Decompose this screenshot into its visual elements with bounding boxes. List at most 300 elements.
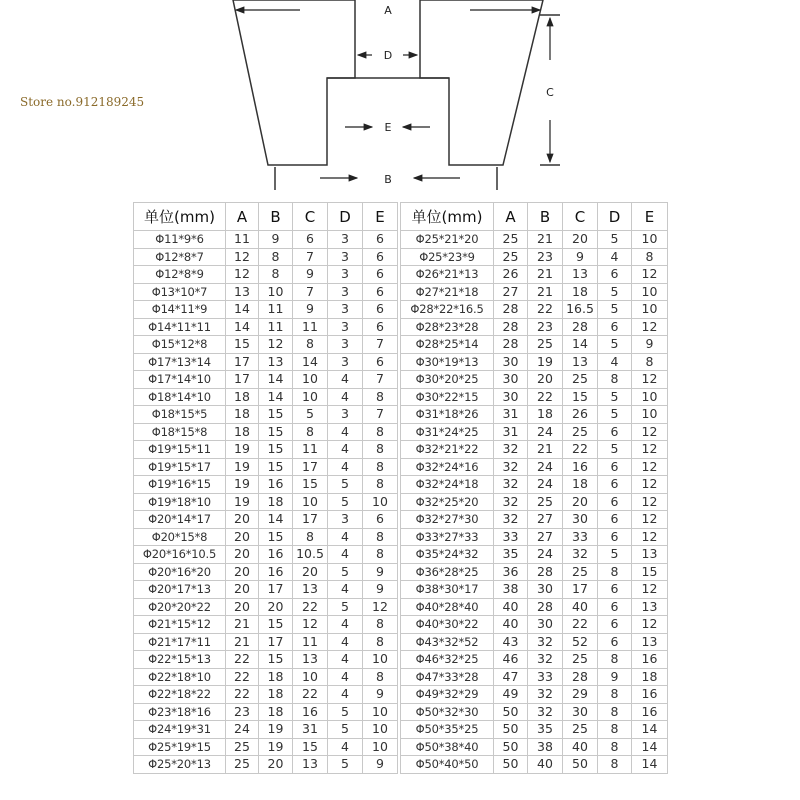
- dimension-cell: 14: [259, 388, 293, 406]
- dimension-cell: 8: [259, 266, 293, 284]
- dimension-cell: 16: [632, 703, 668, 721]
- dimension-cell: 8: [598, 651, 632, 669]
- dimension-cell: 32: [528, 651, 563, 669]
- size-cell: Φ20*16*10.5: [134, 546, 226, 564]
- dimension-cell: 3: [328, 231, 363, 249]
- dimension-cell: 32: [528, 703, 563, 721]
- dimension-cell: 24: [528, 476, 563, 494]
- table-row: [401, 703, 668, 721]
- dimension-cell: 5: [328, 756, 363, 774]
- size-cell: Φ30*19*13: [401, 353, 494, 371]
- table-row: [401, 563, 668, 581]
- dimension-cell: 15: [259, 458, 293, 476]
- dimension-cell: 13: [293, 651, 328, 669]
- table-header-row: [134, 203, 398, 231]
- dimension-cell: 30: [494, 353, 528, 371]
- size-cell: Φ27*21*18: [401, 283, 494, 301]
- dimension-cell: 28: [563, 318, 598, 336]
- table-row: [134, 546, 398, 564]
- dimension-cell: 8: [293, 528, 328, 546]
- table-row: [401, 528, 668, 546]
- table-row: [134, 371, 398, 389]
- dimension-cell: 25: [226, 756, 259, 774]
- dimension-cell: 28: [494, 301, 528, 319]
- size-cell: Φ21*15*12: [134, 616, 226, 634]
- dimension-cell: 20: [226, 546, 259, 564]
- dimension-cell: 43: [494, 633, 528, 651]
- dimension-cell: 22: [226, 686, 259, 704]
- table-row: [134, 476, 398, 494]
- table-row: [134, 301, 398, 319]
- dimension-cell: 10: [632, 388, 668, 406]
- dimension-cell: 12: [293, 616, 328, 634]
- table-row: [401, 231, 668, 249]
- dimension-cell: 13: [259, 353, 293, 371]
- table-row: [134, 458, 398, 476]
- dimension-cell: 6: [363, 511, 398, 529]
- dimension-cell: 50: [494, 721, 528, 739]
- dimension-cell: 13: [632, 598, 668, 616]
- dimension-cell: 4: [328, 633, 363, 651]
- dimension-cell: 5: [328, 721, 363, 739]
- dimension-cell: 20: [563, 493, 598, 511]
- dimension-cell: 10: [632, 406, 668, 424]
- dimension-cell: 3: [328, 266, 363, 284]
- dimension-cell: 19: [226, 476, 259, 494]
- dimension-cell: 40: [494, 616, 528, 634]
- table-row: [134, 406, 398, 424]
- size-cell: Φ22*18*22: [134, 686, 226, 704]
- dimension-cell: 14: [226, 318, 259, 336]
- dimension-cell: 18: [528, 406, 563, 424]
- table-row: [401, 546, 668, 564]
- table-row: [134, 563, 398, 581]
- size-table-right: [400, 202, 668, 774]
- dimension-cell: 6: [598, 423, 632, 441]
- dimension-cell: 20: [259, 756, 293, 774]
- dimension-cell: 12: [259, 336, 293, 354]
- dimension-cell: 17: [293, 458, 328, 476]
- dimension-cell: 4: [598, 353, 632, 371]
- size-cell: Φ32*24*18: [401, 476, 494, 494]
- size-cell: Φ20*20*22: [134, 598, 226, 616]
- dimension-cell: 15: [259, 441, 293, 459]
- size-cell: Φ30*20*25: [401, 371, 494, 389]
- size-cell: Φ20*14*17: [134, 511, 226, 529]
- dimension-cell: 8: [259, 248, 293, 266]
- dimension-cell: 9: [363, 581, 398, 599]
- dimension-cell: 32: [494, 476, 528, 494]
- dimension-cell: 13: [293, 581, 328, 599]
- dimension-cell: 17: [226, 353, 259, 371]
- stopper-outline: [420, 0, 543, 165]
- size-cell: Φ18*15*8: [134, 423, 226, 441]
- dimension-cell: 25: [226, 738, 259, 756]
- dimension-cell: 12: [632, 441, 668, 459]
- dimension-cell: 4: [328, 686, 363, 704]
- dimension-cell: 6: [363, 353, 398, 371]
- table-row: [134, 231, 398, 249]
- dimension-cell: 18: [226, 388, 259, 406]
- dimension-cell: 46: [494, 651, 528, 669]
- size-cell: Φ32*25*20: [401, 493, 494, 511]
- dimension-cell: 17: [563, 581, 598, 599]
- dimension-cell: 16: [259, 476, 293, 494]
- size-cell: Φ14*11*9: [134, 301, 226, 319]
- dimension-cell: 8: [363, 441, 398, 459]
- dimension-cell: 27: [494, 283, 528, 301]
- dimension-cell: 5: [598, 441, 632, 459]
- dimension-cell: 10: [363, 703, 398, 721]
- dimension-cell: 5: [293, 406, 328, 424]
- table-row: [401, 581, 668, 599]
- dimension-cell: 16: [563, 458, 598, 476]
- dimension-cell: 4: [328, 668, 363, 686]
- size-cell: Φ50*32*30: [401, 703, 494, 721]
- table-row: [134, 248, 398, 266]
- size-cell: Φ43*32*52: [401, 633, 494, 651]
- dimension-cell: 32: [494, 493, 528, 511]
- label-b: B: [384, 173, 392, 186]
- size-cell: Φ22*15*13: [134, 651, 226, 669]
- size-cell: Φ23*18*16: [134, 703, 226, 721]
- dimension-cell: 8: [632, 248, 668, 266]
- table-row: [401, 668, 668, 686]
- dimension-cell: 50: [494, 738, 528, 756]
- column-header: B: [259, 203, 293, 231]
- size-cell: Φ11*9*6: [134, 231, 226, 249]
- dimension-cell: 9: [363, 756, 398, 774]
- dimension-cell: 28: [494, 336, 528, 354]
- dimension-cell: 18: [259, 686, 293, 704]
- table-row: [401, 371, 668, 389]
- dimension-cell: 20: [563, 231, 598, 249]
- dimension-cell: 25: [563, 371, 598, 389]
- dimension-cell: 14: [293, 353, 328, 371]
- dimension-cell: 14: [632, 721, 668, 739]
- dimension-cell: 5: [598, 301, 632, 319]
- size-cell: Φ32*24*16: [401, 458, 494, 476]
- dimension-cell: 8: [363, 616, 398, 634]
- dimension-cell: 21: [226, 633, 259, 651]
- dimension-cell: 18: [226, 406, 259, 424]
- dimension-cell: 7: [363, 336, 398, 354]
- dimension-cell: 40: [563, 738, 598, 756]
- table-row: [401, 511, 668, 529]
- dimension-cell: 11: [293, 441, 328, 459]
- dimension-cell: 9: [363, 563, 398, 581]
- size-cell: Φ17*13*14: [134, 353, 226, 371]
- dimension-cell: 10: [259, 283, 293, 301]
- dimension-cell: 12: [632, 371, 668, 389]
- dimension-cell: 32: [528, 633, 563, 651]
- table-row: [134, 511, 398, 529]
- table-row: [401, 336, 668, 354]
- dimension-cell: 6: [363, 266, 398, 284]
- dimension-cell: 3: [328, 318, 363, 336]
- dimension-cell: 7: [363, 406, 398, 424]
- dimension-cell: 5: [328, 563, 363, 581]
- dimension-cell: 10: [632, 301, 668, 319]
- size-cell: Φ19*15*17: [134, 458, 226, 476]
- column-header: 单位(mm): [401, 203, 494, 231]
- size-cell: Φ25*20*13: [134, 756, 226, 774]
- dimension-cell: 16.5: [563, 301, 598, 319]
- dimension-cell: 6: [598, 528, 632, 546]
- column-header: C: [563, 203, 598, 231]
- dimension-cell: 19: [528, 353, 563, 371]
- dimension-cell: 12: [226, 248, 259, 266]
- dimension-cell: 6: [598, 458, 632, 476]
- dimension-cell: 10: [363, 651, 398, 669]
- dimension-cell: 4: [328, 371, 363, 389]
- table-row: [401, 493, 668, 511]
- column-header: A: [226, 203, 259, 231]
- size-cell: Φ18*14*10: [134, 388, 226, 406]
- dimension-cell: 27: [528, 511, 563, 529]
- dimension-cell: 32: [494, 441, 528, 459]
- dimension-cell: 20: [226, 581, 259, 599]
- table-row: [134, 493, 398, 511]
- dimension-cell: 10: [293, 388, 328, 406]
- dimension-cell: 15: [226, 336, 259, 354]
- column-header: D: [598, 203, 632, 231]
- size-cell: Φ20*15*8: [134, 528, 226, 546]
- size-cell: Φ24*19*31: [134, 721, 226, 739]
- dimension-cell: 21: [528, 283, 563, 301]
- table-row: [134, 336, 398, 354]
- table-row: [401, 423, 668, 441]
- dimension-cell: 25: [563, 721, 598, 739]
- dimension-cell: 3: [328, 336, 363, 354]
- dimension-cell: 18: [259, 703, 293, 721]
- store-watermark: Store no.912189245: [20, 95, 145, 109]
- dimension-cell: 4: [598, 248, 632, 266]
- dimension-cell: 30: [528, 616, 563, 634]
- table-row: [134, 528, 398, 546]
- dimension-cell: 8: [598, 686, 632, 704]
- dimension-cell: 9: [293, 301, 328, 319]
- dimension-cell: 22: [528, 388, 563, 406]
- size-cell: Φ15*12*8: [134, 336, 226, 354]
- column-header: 单位(mm): [134, 203, 226, 231]
- dimension-cell: 13: [293, 756, 328, 774]
- size-cell: Φ18*15*5: [134, 406, 226, 424]
- dimension-cell: 8: [363, 633, 398, 651]
- dimension-cell: 8: [598, 703, 632, 721]
- dimension-cell: 8: [598, 563, 632, 581]
- table-row: [401, 686, 668, 704]
- dimension-cell: 10: [363, 493, 398, 511]
- dimension-cell: 5: [598, 388, 632, 406]
- dimension-cell: 4: [328, 423, 363, 441]
- table-row: [134, 633, 398, 651]
- dimension-cell: 8: [363, 528, 398, 546]
- dimension-cell: 35: [494, 546, 528, 564]
- size-cell: Φ31*18*26: [401, 406, 494, 424]
- dimension-cell: 19: [226, 458, 259, 476]
- size-cell: Φ36*28*25: [401, 563, 494, 581]
- dimension-cell: 11: [226, 231, 259, 249]
- dimension-cell: 14: [259, 511, 293, 529]
- table-row: [401, 318, 668, 336]
- size-cell: Φ50*38*40: [401, 738, 494, 756]
- table-row: [401, 651, 668, 669]
- dimension-cell: 12: [632, 476, 668, 494]
- dimension-cell: 3: [328, 248, 363, 266]
- dimension-cell: 6: [293, 231, 328, 249]
- dimension-cell: 23: [528, 248, 563, 266]
- dimension-cell: 17: [226, 371, 259, 389]
- dimension-cell: 10: [293, 493, 328, 511]
- dimension-cell: 8: [363, 668, 398, 686]
- dimension-cell: 6: [363, 231, 398, 249]
- dimension-cell: 11: [259, 318, 293, 336]
- dimension-cell: 30: [528, 581, 563, 599]
- size-cell: Φ40*30*22: [401, 616, 494, 634]
- table-row: [134, 423, 398, 441]
- dimension-cell: 15: [259, 616, 293, 634]
- dimension-cell: 23: [528, 318, 563, 336]
- dimension-cell: 33: [563, 528, 598, 546]
- size-cell: Φ25*23*9: [401, 248, 494, 266]
- dimension-cell: 19: [259, 721, 293, 739]
- dimension-cell: 16: [259, 563, 293, 581]
- table-row: [134, 441, 398, 459]
- dimension-cell: 22: [293, 686, 328, 704]
- dimension-cell: 3: [328, 406, 363, 424]
- dimension-cell: 6: [598, 616, 632, 634]
- dimension-cell: 15: [563, 388, 598, 406]
- dimension-cell: 25: [494, 248, 528, 266]
- dimension-cell: 12: [363, 598, 398, 616]
- table-row: [134, 266, 398, 284]
- table-row: [401, 738, 668, 756]
- dimension-cell: 17: [293, 511, 328, 529]
- dimension-cell: 12: [632, 458, 668, 476]
- size-cell: Φ19*16*15: [134, 476, 226, 494]
- dimension-cell: 11: [259, 301, 293, 319]
- dimension-cell: 9: [563, 248, 598, 266]
- dimension-cell: 40: [563, 598, 598, 616]
- dimension-cell: 50: [563, 756, 598, 774]
- dimension-cell: 13: [563, 353, 598, 371]
- table-row: [401, 406, 668, 424]
- dimension-cell: 14: [632, 738, 668, 756]
- dimension-cell: 12: [226, 266, 259, 284]
- dimension-cell: 10: [293, 668, 328, 686]
- size-cell: Φ14*11*11: [134, 318, 226, 336]
- table-row: [134, 738, 398, 756]
- dimension-cell: 26: [494, 266, 528, 284]
- dimension-cell: 12: [632, 616, 668, 634]
- table-row: [401, 476, 668, 494]
- dimension-cell: 22: [226, 668, 259, 686]
- dimension-cell: 20: [259, 598, 293, 616]
- size-cell: Φ25*21*20: [401, 231, 494, 249]
- dimension-cell: 19: [226, 441, 259, 459]
- dimension-cell: 8: [363, 546, 398, 564]
- table-row: [401, 266, 668, 284]
- dimension-cell: 32: [528, 686, 563, 704]
- dimension-cell: 5: [598, 406, 632, 424]
- table-row: [401, 441, 668, 459]
- dimension-cell: 32: [563, 546, 598, 564]
- dimension-cell: 8: [598, 721, 632, 739]
- stopper-outline: [233, 0, 355, 165]
- dimension-cell: 33: [494, 528, 528, 546]
- dimension-cell: 15: [259, 528, 293, 546]
- dimension-cell: 5: [598, 546, 632, 564]
- size-cell: Φ49*32*29: [401, 686, 494, 704]
- dimension-cell: 20: [226, 598, 259, 616]
- dimension-cell: 52: [563, 633, 598, 651]
- size-cell: Φ28*22*16.5: [401, 301, 494, 319]
- table-row: [134, 703, 398, 721]
- table-row: [134, 721, 398, 739]
- size-cell: Φ40*28*40: [401, 598, 494, 616]
- dimension-cell: 19: [259, 738, 293, 756]
- dimension-cell: 9: [598, 668, 632, 686]
- dimension-cell: 29: [563, 686, 598, 704]
- dimension-cell: 30: [563, 511, 598, 529]
- dimension-cell: 15: [259, 406, 293, 424]
- size-cell: Φ33*27*33: [401, 528, 494, 546]
- table-row: [134, 756, 398, 774]
- table-row: [134, 283, 398, 301]
- dimension-cell: 15: [293, 476, 328, 494]
- table-row: [401, 301, 668, 319]
- dimension-cell: 20: [226, 563, 259, 581]
- dimension-cell: 20: [528, 371, 563, 389]
- size-cell: Φ46*32*25: [401, 651, 494, 669]
- dimension-cell: 4: [328, 528, 363, 546]
- dimension-cell: 18: [259, 493, 293, 511]
- table-row: [401, 633, 668, 651]
- dimension-cell: 3: [328, 283, 363, 301]
- dimension-cell: 28: [563, 668, 598, 686]
- size-cell: Φ38*30*17: [401, 581, 494, 599]
- dimension-cell: 6: [363, 248, 398, 266]
- table-row: [401, 756, 668, 774]
- dimension-cell: 31: [293, 721, 328, 739]
- table-row: [401, 721, 668, 739]
- dimension-cell: 6: [598, 581, 632, 599]
- dimension-cell: 10: [363, 721, 398, 739]
- dimension-cell: 26: [563, 406, 598, 424]
- dimension-cell: 30: [494, 388, 528, 406]
- dimension-cell: 8: [632, 353, 668, 371]
- dimension-cell: 15: [259, 423, 293, 441]
- dimension-cell: 3: [328, 511, 363, 529]
- dimension-cell: 11: [293, 318, 328, 336]
- dimension-cell: 4: [328, 546, 363, 564]
- dimension-cell: 9: [632, 336, 668, 354]
- dimension-cell: 14: [259, 371, 293, 389]
- dimension-cell: 6: [598, 266, 632, 284]
- dimension-cell: 8: [598, 371, 632, 389]
- dimension-cell: 11: [293, 633, 328, 651]
- dimension-cell: 8: [363, 458, 398, 476]
- dimension-cell: 15: [293, 738, 328, 756]
- dimension-cell: 25: [563, 651, 598, 669]
- dimension-cell: 30: [494, 371, 528, 389]
- dimension-cell: 14: [563, 336, 598, 354]
- dimension-cell: 20: [226, 528, 259, 546]
- size-cell: Φ35*24*32: [401, 546, 494, 564]
- table-row: [401, 598, 668, 616]
- dimension-cell: 10: [632, 283, 668, 301]
